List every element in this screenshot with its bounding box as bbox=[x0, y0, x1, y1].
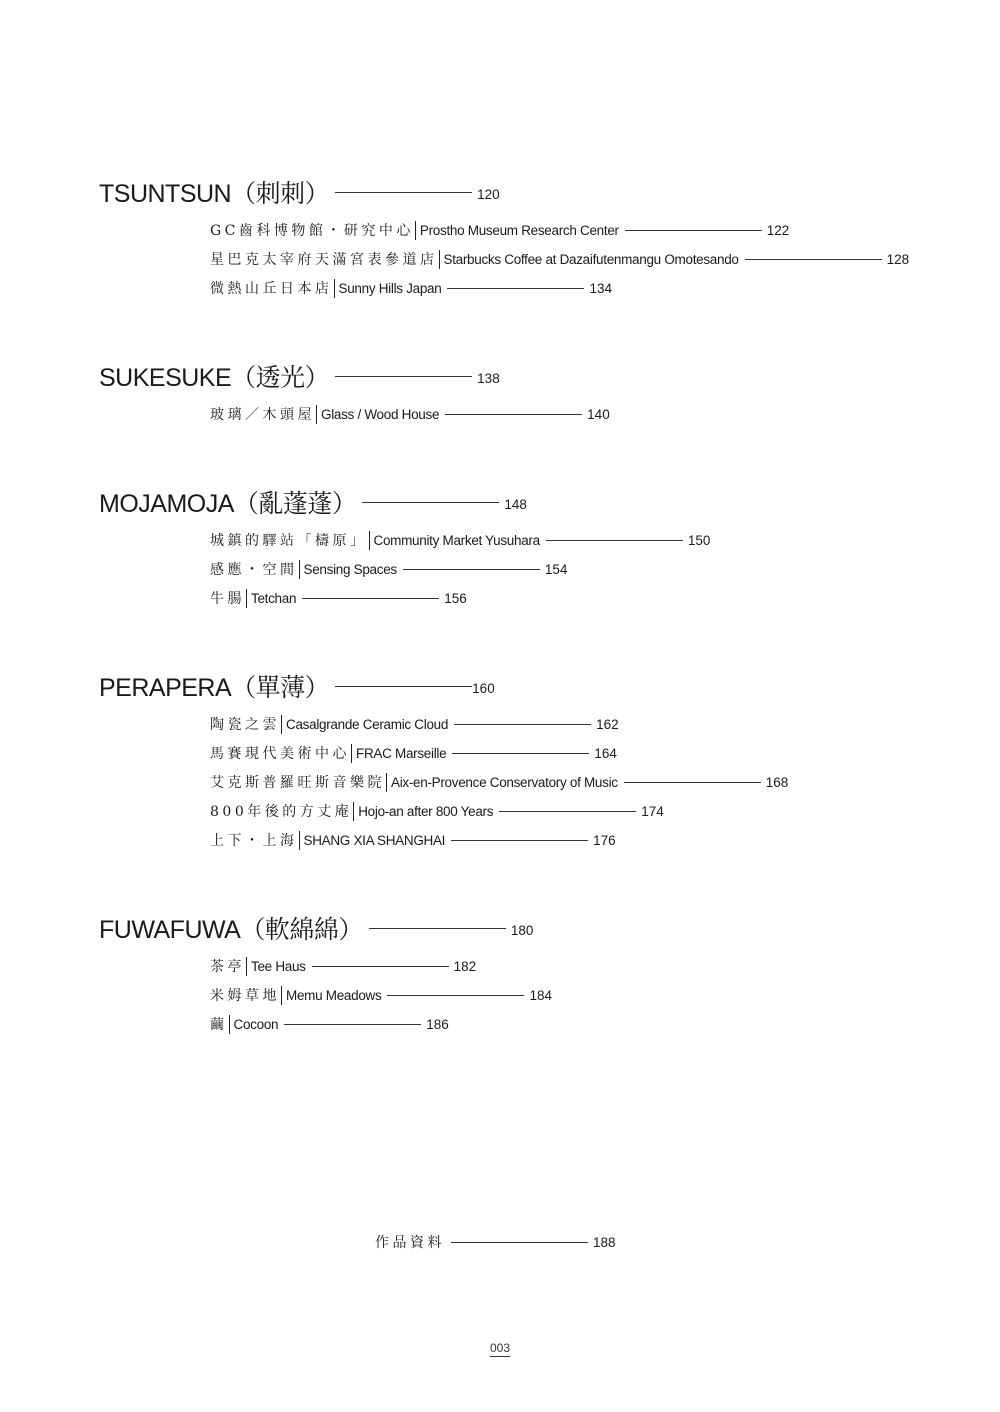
section-heading bbox=[99, 910, 533, 946]
toc-entry bbox=[210, 984, 552, 1006]
section-title: FUWAFUWA（軟綿綿） bbox=[99, 916, 363, 944]
entry-page-number: 176 bbox=[593, 832, 616, 848]
section-title: MOJAMOJA（亂蓬蓬） bbox=[99, 490, 357, 518]
entry-title-en: Memu Meadows bbox=[286, 987, 382, 1003]
toc-entry bbox=[210, 403, 610, 425]
separator bbox=[351, 744, 352, 763]
entry-title-zh: 星巴克太宰府天滿宮表參道店 bbox=[210, 252, 438, 268]
separator bbox=[246, 957, 247, 976]
separator bbox=[334, 279, 335, 298]
entry-title-en: Starbucks Coffee at Dazaifutenmangu Omotesando bbox=[443, 251, 739, 267]
entry-title-en: SHANG XIA SHANGHAI bbox=[303, 832, 446, 848]
toc-entry bbox=[210, 587, 467, 609]
leader-line bbox=[452, 753, 589, 754]
appendix-entry bbox=[375, 1230, 616, 1254]
separator bbox=[299, 831, 300, 850]
entry-title-en: Tee Haus bbox=[251, 958, 306, 974]
leader-line bbox=[499, 811, 636, 812]
separator bbox=[316, 405, 317, 424]
leader-line bbox=[403, 569, 540, 570]
appendix-page-number: 188 bbox=[593, 1234, 616, 1250]
entry-title-zh: GC齒科博物館・研究中心 bbox=[210, 223, 414, 239]
leader-line bbox=[447, 288, 584, 289]
entry-title-zh: 感應・空間 bbox=[210, 562, 298, 578]
entry-title-zh: 牛腸 bbox=[210, 591, 245, 607]
separator bbox=[299, 560, 300, 579]
entry-title-en: Sensing Spaces bbox=[303, 561, 397, 577]
toc-entry bbox=[210, 529, 710, 551]
appendix-title: 作品資料 bbox=[375, 1235, 445, 1251]
section-page-number: 120 bbox=[477, 186, 500, 202]
leader-line bbox=[451, 1242, 588, 1243]
entry-page-number: 140 bbox=[587, 406, 610, 422]
separator bbox=[281, 986, 282, 1005]
entry-title-en: Casalgrande Ceramic Cloud bbox=[286, 716, 449, 732]
section-heading bbox=[99, 484, 527, 520]
entry-title-zh: 茶亭 bbox=[210, 959, 245, 975]
toc-entry bbox=[210, 955, 476, 977]
entry-page-number: 174 bbox=[641, 803, 664, 819]
separator bbox=[246, 589, 247, 608]
entry-page-number: 156 bbox=[444, 590, 467, 606]
entry-page-number: 150 bbox=[687, 532, 711, 548]
leader-line bbox=[454, 724, 591, 725]
entry-title-zh: 城鎮的驛站「檮原」 bbox=[210, 533, 368, 549]
entry-title-en: Tetchan bbox=[251, 590, 297, 606]
leader-line bbox=[335, 192, 472, 193]
section-heading bbox=[99, 174, 500, 210]
leader-line bbox=[745, 259, 882, 260]
leader-line bbox=[546, 540, 683, 541]
leader-line bbox=[624, 782, 761, 783]
section-page-number: 160 bbox=[472, 680, 495, 696]
entry-title-zh: 繭 bbox=[210, 1017, 228, 1033]
leader-line bbox=[445, 414, 582, 415]
entry-page-number: 164 bbox=[594, 745, 617, 761]
entry-title-zh: 微熱山丘日本店 bbox=[210, 281, 333, 297]
section-title: PERAPERA（單薄） bbox=[99, 674, 330, 702]
toc-entry bbox=[210, 558, 567, 580]
leader-line bbox=[312, 966, 449, 967]
separator bbox=[229, 1015, 230, 1034]
entry-title-en: Hojo-an after 800 Years bbox=[358, 803, 494, 819]
section-page-number: 148 bbox=[504, 496, 527, 512]
section-page-number: 138 bbox=[477, 370, 500, 386]
toc-entry bbox=[210, 742, 617, 764]
section-title: SUKESUKE（透光） bbox=[99, 364, 330, 392]
entry-title-en: FRAC Marseille bbox=[356, 745, 447, 761]
toc-entry bbox=[210, 800, 664, 822]
leader-line bbox=[335, 376, 472, 377]
entry-title-zh: 陶瓷之雲 bbox=[210, 717, 280, 733]
entry-page-number: 154 bbox=[544, 561, 568, 577]
leader-line bbox=[451, 840, 588, 841]
leader-line bbox=[302, 598, 439, 599]
leader-line bbox=[335, 686, 472, 687]
toc-entry bbox=[210, 219, 789, 241]
entry-title-zh: 上下・上海 bbox=[210, 833, 298, 849]
toc-entry bbox=[210, 248, 909, 270]
leader-line bbox=[369, 928, 506, 929]
entry-page-number: 186 bbox=[426, 1016, 449, 1032]
separator bbox=[439, 250, 440, 269]
entry-title-zh: 玻璃／木頭屋 bbox=[210, 407, 315, 423]
entry-title-en: Aix-en-Provence Conservatory of Music bbox=[391, 774, 618, 790]
entry-title-zh: 米姆草地 bbox=[210, 988, 280, 1004]
toc-entry bbox=[210, 713, 619, 735]
entry-page-number: 134 bbox=[589, 280, 612, 296]
separator bbox=[281, 715, 282, 734]
entry-title-en: Glass / Wood House bbox=[321, 406, 440, 422]
toc-entry bbox=[210, 771, 788, 793]
folio-number: 003 bbox=[489, 1341, 511, 1355]
toc-entry bbox=[210, 277, 612, 299]
separator bbox=[386, 773, 387, 792]
leader-line bbox=[284, 1024, 421, 1025]
leader-line bbox=[625, 230, 762, 231]
entry-page-number: 184 bbox=[529, 987, 552, 1003]
separator bbox=[353, 802, 354, 821]
toc-entry bbox=[210, 829, 616, 851]
entry-title-en: Community Market Yusuhara bbox=[373, 532, 540, 548]
entry-page-number: 182 bbox=[453, 958, 477, 974]
entry-page-number: 168 bbox=[765, 774, 789, 790]
entry-page-number: 122 bbox=[766, 222, 790, 238]
entry-title-zh: 馬賽現代美術中心 bbox=[210, 746, 350, 762]
page-folio bbox=[0, 1341, 1000, 1355]
separator bbox=[415, 221, 416, 240]
toc-entry bbox=[210, 1013, 449, 1035]
separator bbox=[369, 531, 370, 550]
entry-title-en: Sunny Hills Japan bbox=[338, 280, 442, 296]
entry-title-zh: 艾克斯普羅旺斯音樂院 bbox=[210, 775, 385, 791]
entry-title-en: Cocoon bbox=[233, 1016, 279, 1032]
leader-line bbox=[387, 995, 524, 996]
section-heading bbox=[99, 668, 495, 704]
entry-page-number: 162 bbox=[596, 716, 619, 732]
entry-title-en: Prostho Museum Research Center bbox=[419, 222, 619, 238]
entry-page-number: 128 bbox=[886, 251, 910, 267]
section-heading bbox=[99, 358, 500, 394]
entry-title-zh: 800年後的方丈庵 bbox=[210, 804, 353, 820]
section-title: TSUNTSUN（刺刺） bbox=[99, 180, 330, 208]
section-page-number: 180 bbox=[510, 922, 534, 938]
leader-line bbox=[362, 502, 499, 503]
